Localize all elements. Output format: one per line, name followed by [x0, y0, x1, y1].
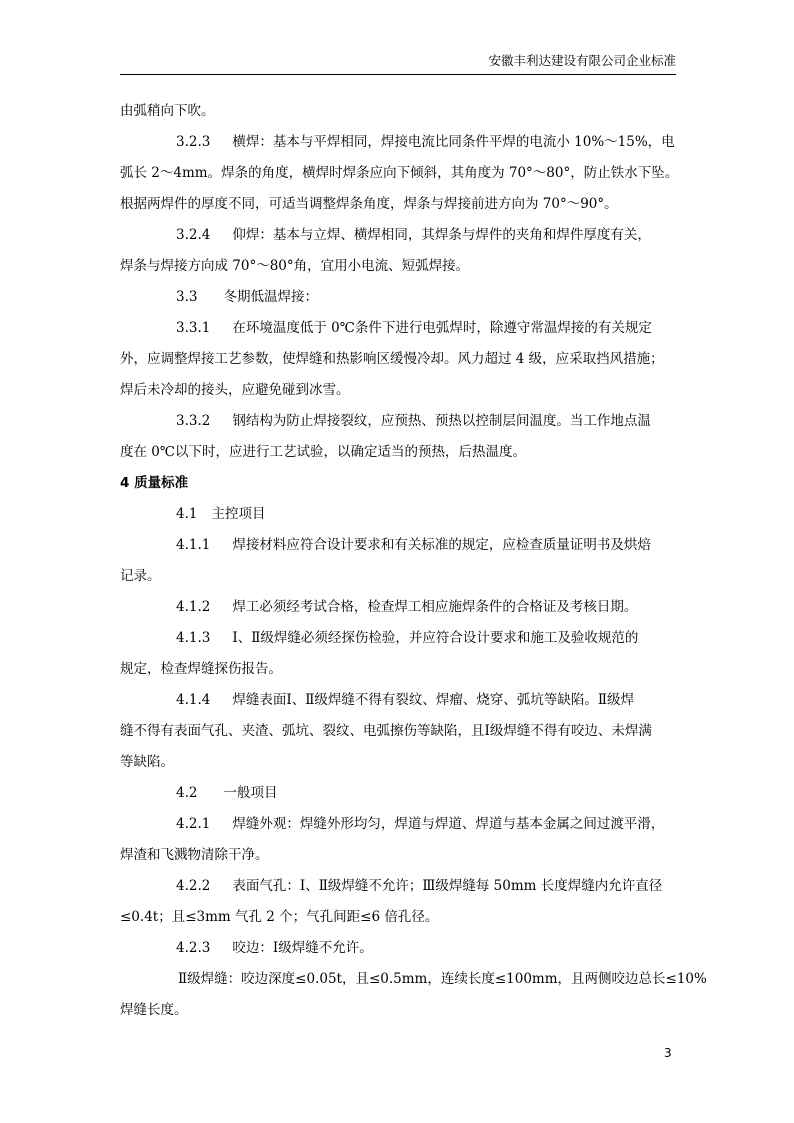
clause-4-2-3-grade2-cont	[120, 995, 676, 1026]
clause-text: 主控项目	[211, 506, 266, 522]
clause-4-1-4-cont	[120, 716, 676, 747]
clause-3-3-1-cont	[120, 344, 676, 375]
clause-3-3-2-cont	[120, 437, 676, 468]
section-heading-4: 4 质量标准	[120, 475, 189, 491]
clause-4-1-1	[120, 530, 676, 561]
clause-3-2-4-cont	[120, 251, 676, 282]
clause-number: 4.1.4	[176, 692, 211, 708]
clause-text: 焊工必须经考试合格，检查焊工相应施焊条件的合格证及考核日期。	[232, 599, 638, 615]
clause-number: 3.2.3	[176, 134, 211, 150]
clause-number: 4.2.2	[176, 878, 211, 894]
clause-4-2-1	[120, 809, 676, 840]
header-company-standard: 安徽丰利达建设有限公司企业标准	[488, 53, 676, 68]
clause-4-1-3	[120, 623, 676, 654]
clause-text: 记录。	[120, 568, 161, 584]
clause-4-2-1-cont	[120, 840, 676, 871]
clause-number: 4.1.3	[176, 630, 211, 646]
clause-text: 弧长 2～4mm。焊条的角度，横焊时焊条应向下倾斜，其角度为 70°～80°，防止铁水下坠。	[120, 165, 679, 181]
clause-text: 焊条与焊接方向成 70°～80°角，宜用小电流、短弧焊接。	[120, 258, 470, 274]
clause-4-1	[120, 499, 676, 530]
clause-text: 规定，检查焊缝探伤报告。	[120, 661, 282, 677]
clause-text: 一般项目	[223, 785, 278, 801]
clause-text: 外，应调整焊接工艺参数，使焊缝和热影响区缓慢冷却。风力超过 4 级，应采取挡风措施；	[120, 351, 664, 367]
clause-text: 焊接材料应符合设计要求和有关标准的规定，应检查质量证明书及烘焙	[232, 537, 651, 553]
page-header	[120, 54, 676, 75]
clause-number: 4.1.1	[176, 537, 211, 553]
clause-text: 度在 0℃以下时，应进行工艺试验，以确定适当的预热，后热温度。	[120, 444, 526, 460]
clause-4-1-1-cont	[120, 561, 676, 592]
clause-3-3-1-cont	[120, 375, 676, 406]
clause-4-2-3	[120, 933, 676, 964]
clause-4-1-4-cont	[120, 747, 676, 778]
clause-text: 焊后未冷却的接头，应避免碰到冰雪。	[120, 382, 350, 398]
clause-text: 表面气孔：Ⅰ、Ⅱ级焊缝不允许；Ⅲ级焊缝每 50mm 长度焊缝内允许直径	[232, 878, 663, 894]
clause-3-3-1	[120, 313, 676, 344]
clause-text: 仰焊：基本与立焊、横焊相同，其焊条与焊件的夹角和焊件厚度有关，	[232, 227, 651, 243]
clause-text: 根据两焊件的厚度不同，可适当调整焊条角度，焊条与焊接前进方向为 70°～90°。	[120, 196, 618, 212]
clause-4-2-2-cont	[120, 902, 676, 933]
clause-text: 焊缝长度。	[120, 1002, 188, 1018]
clause-text: 焊缝外观：焊缝外形均匀，焊道与焊道、焊道与基本金属之间过渡平滑，	[232, 816, 665, 832]
clause-text: ≤0.4t；且≤3mm 气孔 2 个；气孔间距≤6 倍孔径。	[120, 909, 439, 925]
clause-text: 横焊：基本与平焊相同，焊接电流比同条件平焊的电流小 10%～15%，电	[232, 134, 675, 150]
clause-4-2	[120, 778, 676, 809]
paragraph-continued	[120, 96, 676, 127]
clause-text: 等缺陷。	[120, 754, 174, 770]
clause-number: 3.3.2	[176, 413, 211, 429]
clause-3-2-3-cont	[120, 158, 679, 189]
clause-3-2-4	[120, 220, 676, 251]
clause-text: 焊渣和飞溅物清除干净。	[120, 847, 269, 863]
clause-3-3	[120, 282, 676, 313]
clause-number: 4.1.2	[176, 599, 211, 615]
clause-text: Ⅰ、Ⅱ级焊缝必须经探伤检验，并应符合设计要求和施工及验收规范的	[232, 630, 639, 646]
clause-3-2-3-cont	[120, 189, 676, 220]
clause-number: 3.3.1	[176, 320, 211, 336]
clause-4-1-2	[120, 592, 676, 623]
clause-number: 4.2.3	[176, 940, 211, 956]
clause-3-3-2	[120, 406, 676, 437]
page-number: 3	[664, 1046, 672, 1060]
clause-number: 4.2	[176, 785, 198, 801]
clause-3-2-3	[120, 127, 676, 158]
document-body	[120, 96, 707, 1026]
clause-number: 3.3	[176, 289, 198, 305]
clause-text: Ⅱ级焊缝：咬边深度≤0.05t，且≤0.5mm，连续长度≤100mm，且两侧咬边总长≤10%	[178, 971, 707, 987]
clause-text: 冬期低温焊接：	[223, 289, 318, 305]
clause-text: 在环境温度低于 0℃条件下进行电弧焊时，除遵守常温焊接的有关规定	[232, 320, 652, 336]
clause-number: 3.2.4	[176, 227, 211, 243]
clause-text: 钢结构为防止焊接裂纹，应预热、预热以控制层间温度。当工作地点温	[232, 413, 651, 429]
clause-4-2-3-grade2	[120, 964, 707, 995]
clause-4-1-4	[120, 685, 676, 716]
clause-4-1-3-cont	[120, 654, 676, 685]
clause-number: 4.2.1	[176, 816, 211, 832]
clause-4-2-2	[120, 871, 676, 902]
clause-text: 咬边：Ⅰ级焊缝不允许。	[232, 940, 373, 956]
clause-text: 缝不得有表面气孔、夹渣、弧坑、裂纹、电弧擦伤等缺陷，且Ⅰ级焊缝不得有咬边、未焊满	[120, 723, 652, 739]
paragraph-text: 由弧稍向下吹。	[120, 103, 215, 119]
clause-text: 焊缝表面Ⅰ、Ⅱ级焊缝不得有裂纹、焊瘤、烧穿、弧坑等缺陷。Ⅱ级焊	[232, 692, 635, 708]
clause-number: 4.1	[176, 506, 198, 522]
